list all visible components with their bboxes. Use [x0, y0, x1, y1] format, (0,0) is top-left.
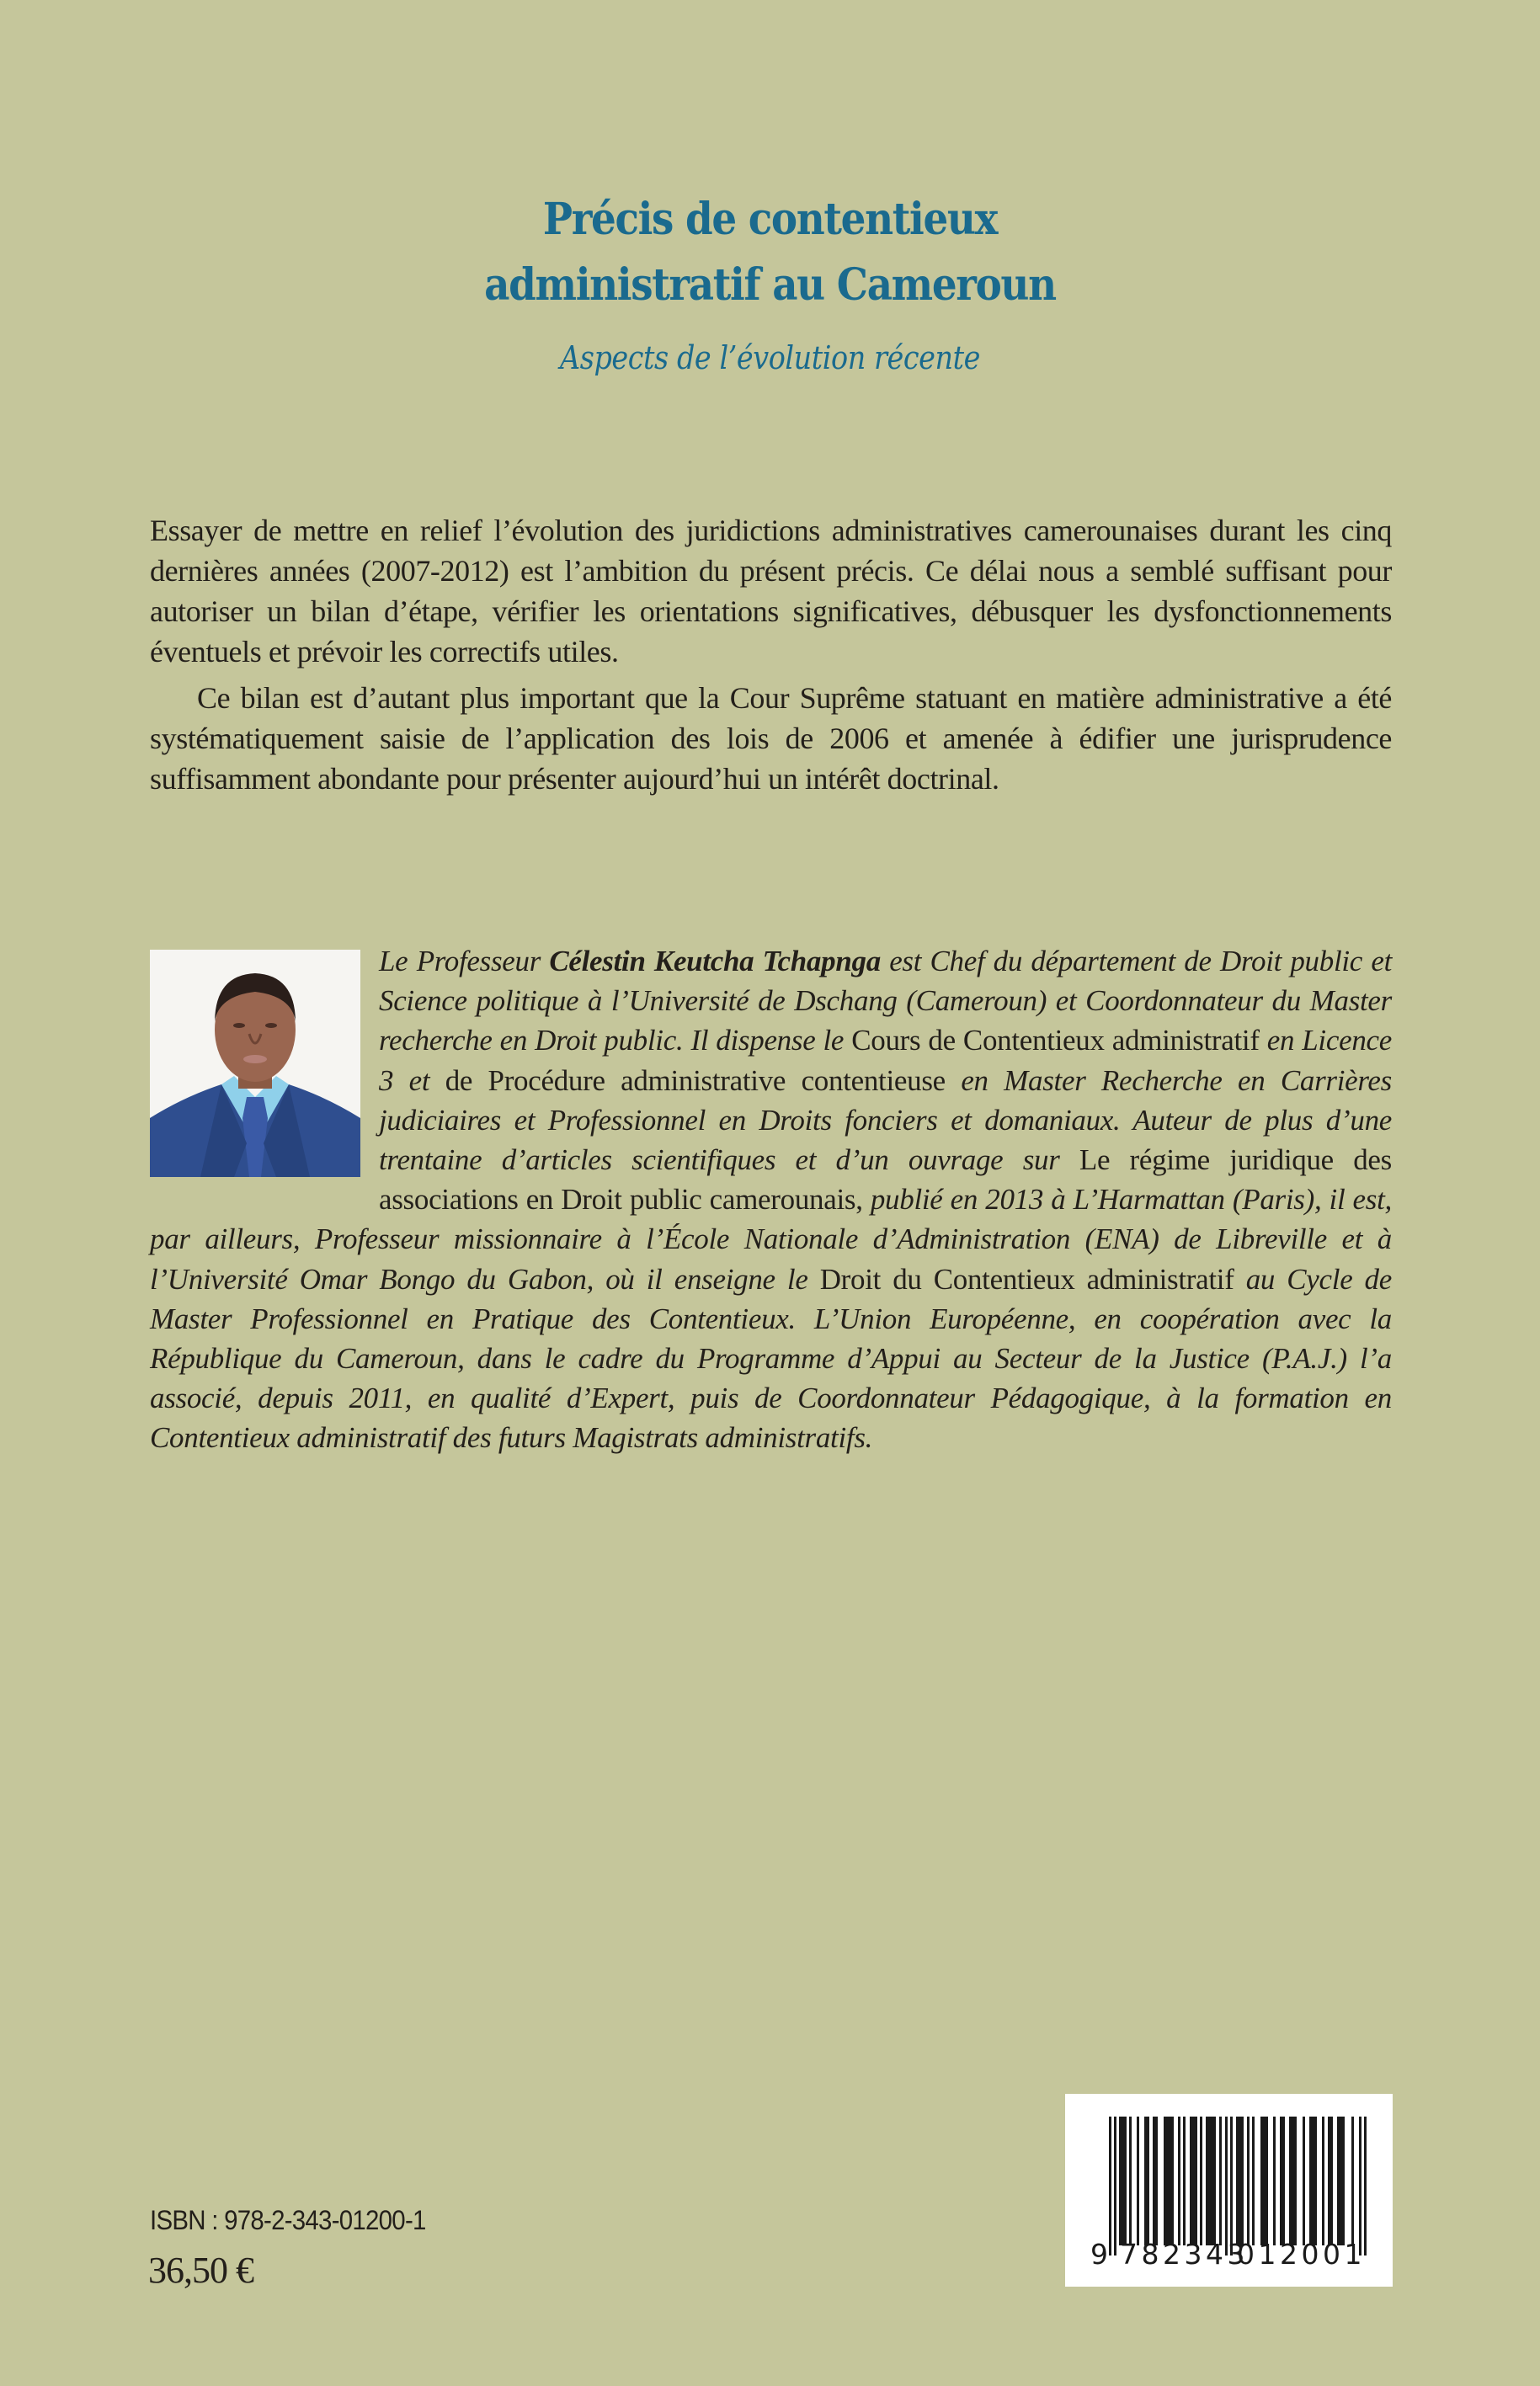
isbn-label: ISBN : 978-2-343-01200-1 [150, 2205, 426, 2235]
barcode-digits [1065, 2094, 1393, 2287]
book-title-line-1: Précis de contentieux [542, 194, 998, 245]
bio-segment: en Master Recherche en Carrières judiciaires et Professionnel en Droits fonciers et domaniaux. Auteur de plus d’une trentaine d’articles scientifiques et d’un ouvrage sur [379, 1063, 1392, 1177]
bio-segment: publié en 2013 à L’Harmattan (Paris), il est, par ailleurs, Professeur missionnaire à l’École Nationale d’Administration (ENA) de Libreville et à l’Université Omar Bongo du Gabon, où il enseigne le [150, 1183, 1392, 1296]
bio-segment: de Procédure administrative contentieuse [445, 1063, 946, 1097]
title-block [0, 187, 1540, 379]
author-portrait-icon [150, 950, 360, 1177]
bio-segment: Le Professeur [379, 945, 550, 977]
book-title-line-2: administratif au Cameroun [484, 259, 1056, 311]
author-name: Célestin Keutcha Tchapnga [549, 945, 881, 977]
bio-segment: Cours de Contentieux administratif [851, 1024, 1260, 1057]
book-subtitle: Aspects de l’évolution récente [560, 339, 980, 376]
bio-segment: Droit du Contentieux administratif [819, 1262, 1234, 1296]
author-photo [150, 950, 360, 1177]
price-label: 36,50 € [148, 2250, 253, 2291]
barcode-right-digits: 012001 [1237, 2238, 1366, 2271]
blurb-paragraph-2: Ce bilan est d’autant plus important que la Cour Suprême statuant en matière administrative a été systématiquement saisie de l’application des lois de 2006 et amenée à édifier une jurisprudence suffisamment abondante pour présenter aujourd’hui un intérêt doctrinal. [150, 681, 1392, 796]
bio-segment: est Chef du département de Droit public et Science politique à l’Université de Dschang (Cameroun) et Coordonnateur du Master recherche en Droit public. Il dispense le [379, 945, 1392, 1057]
barcode [1065, 2094, 1393, 2287]
blurb [150, 510, 1392, 799]
blurb-paragraph-1: Essayer de mettre en relief l’évolution des juridictions administratives camerounaises durant les cinq dernières années (2007-2012) est l’ambition du présent précis. Ce délai nous a semblé suffisant pour autoriser un bilan d’étape, vérifier les orientations significatives, débusquer les dysfonctionnements éventuels et prévoir les correctifs utiles. [150, 514, 1392, 668]
bio-segment-book-title: Le régime juridique des associations en Droit public camerounais, [379, 1143, 1392, 1217]
bio-segment: au Cycle de Master Professionnel en Pratique des Contentieux. L’Union Européenne, en coopération avec la République du Cameroun, dans le cadre du Programme d’Appui au Secteur de la Justice (P.A.J.) l’a associé, depuis 2011, en qualité d’Expert, puis de Coordonnateur Pédagogique, à la formation en Contentieux administratif des futurs Magistrats administratifs. [150, 1262, 1392, 1455]
barcode-first-digit: 9 [1090, 2238, 1112, 2271]
barcode-left-digits: 782343 [1120, 2238, 1249, 2271]
bio-segment: en Licence 3 et [379, 1024, 1392, 1097]
author-bio [150, 941, 1392, 1458]
